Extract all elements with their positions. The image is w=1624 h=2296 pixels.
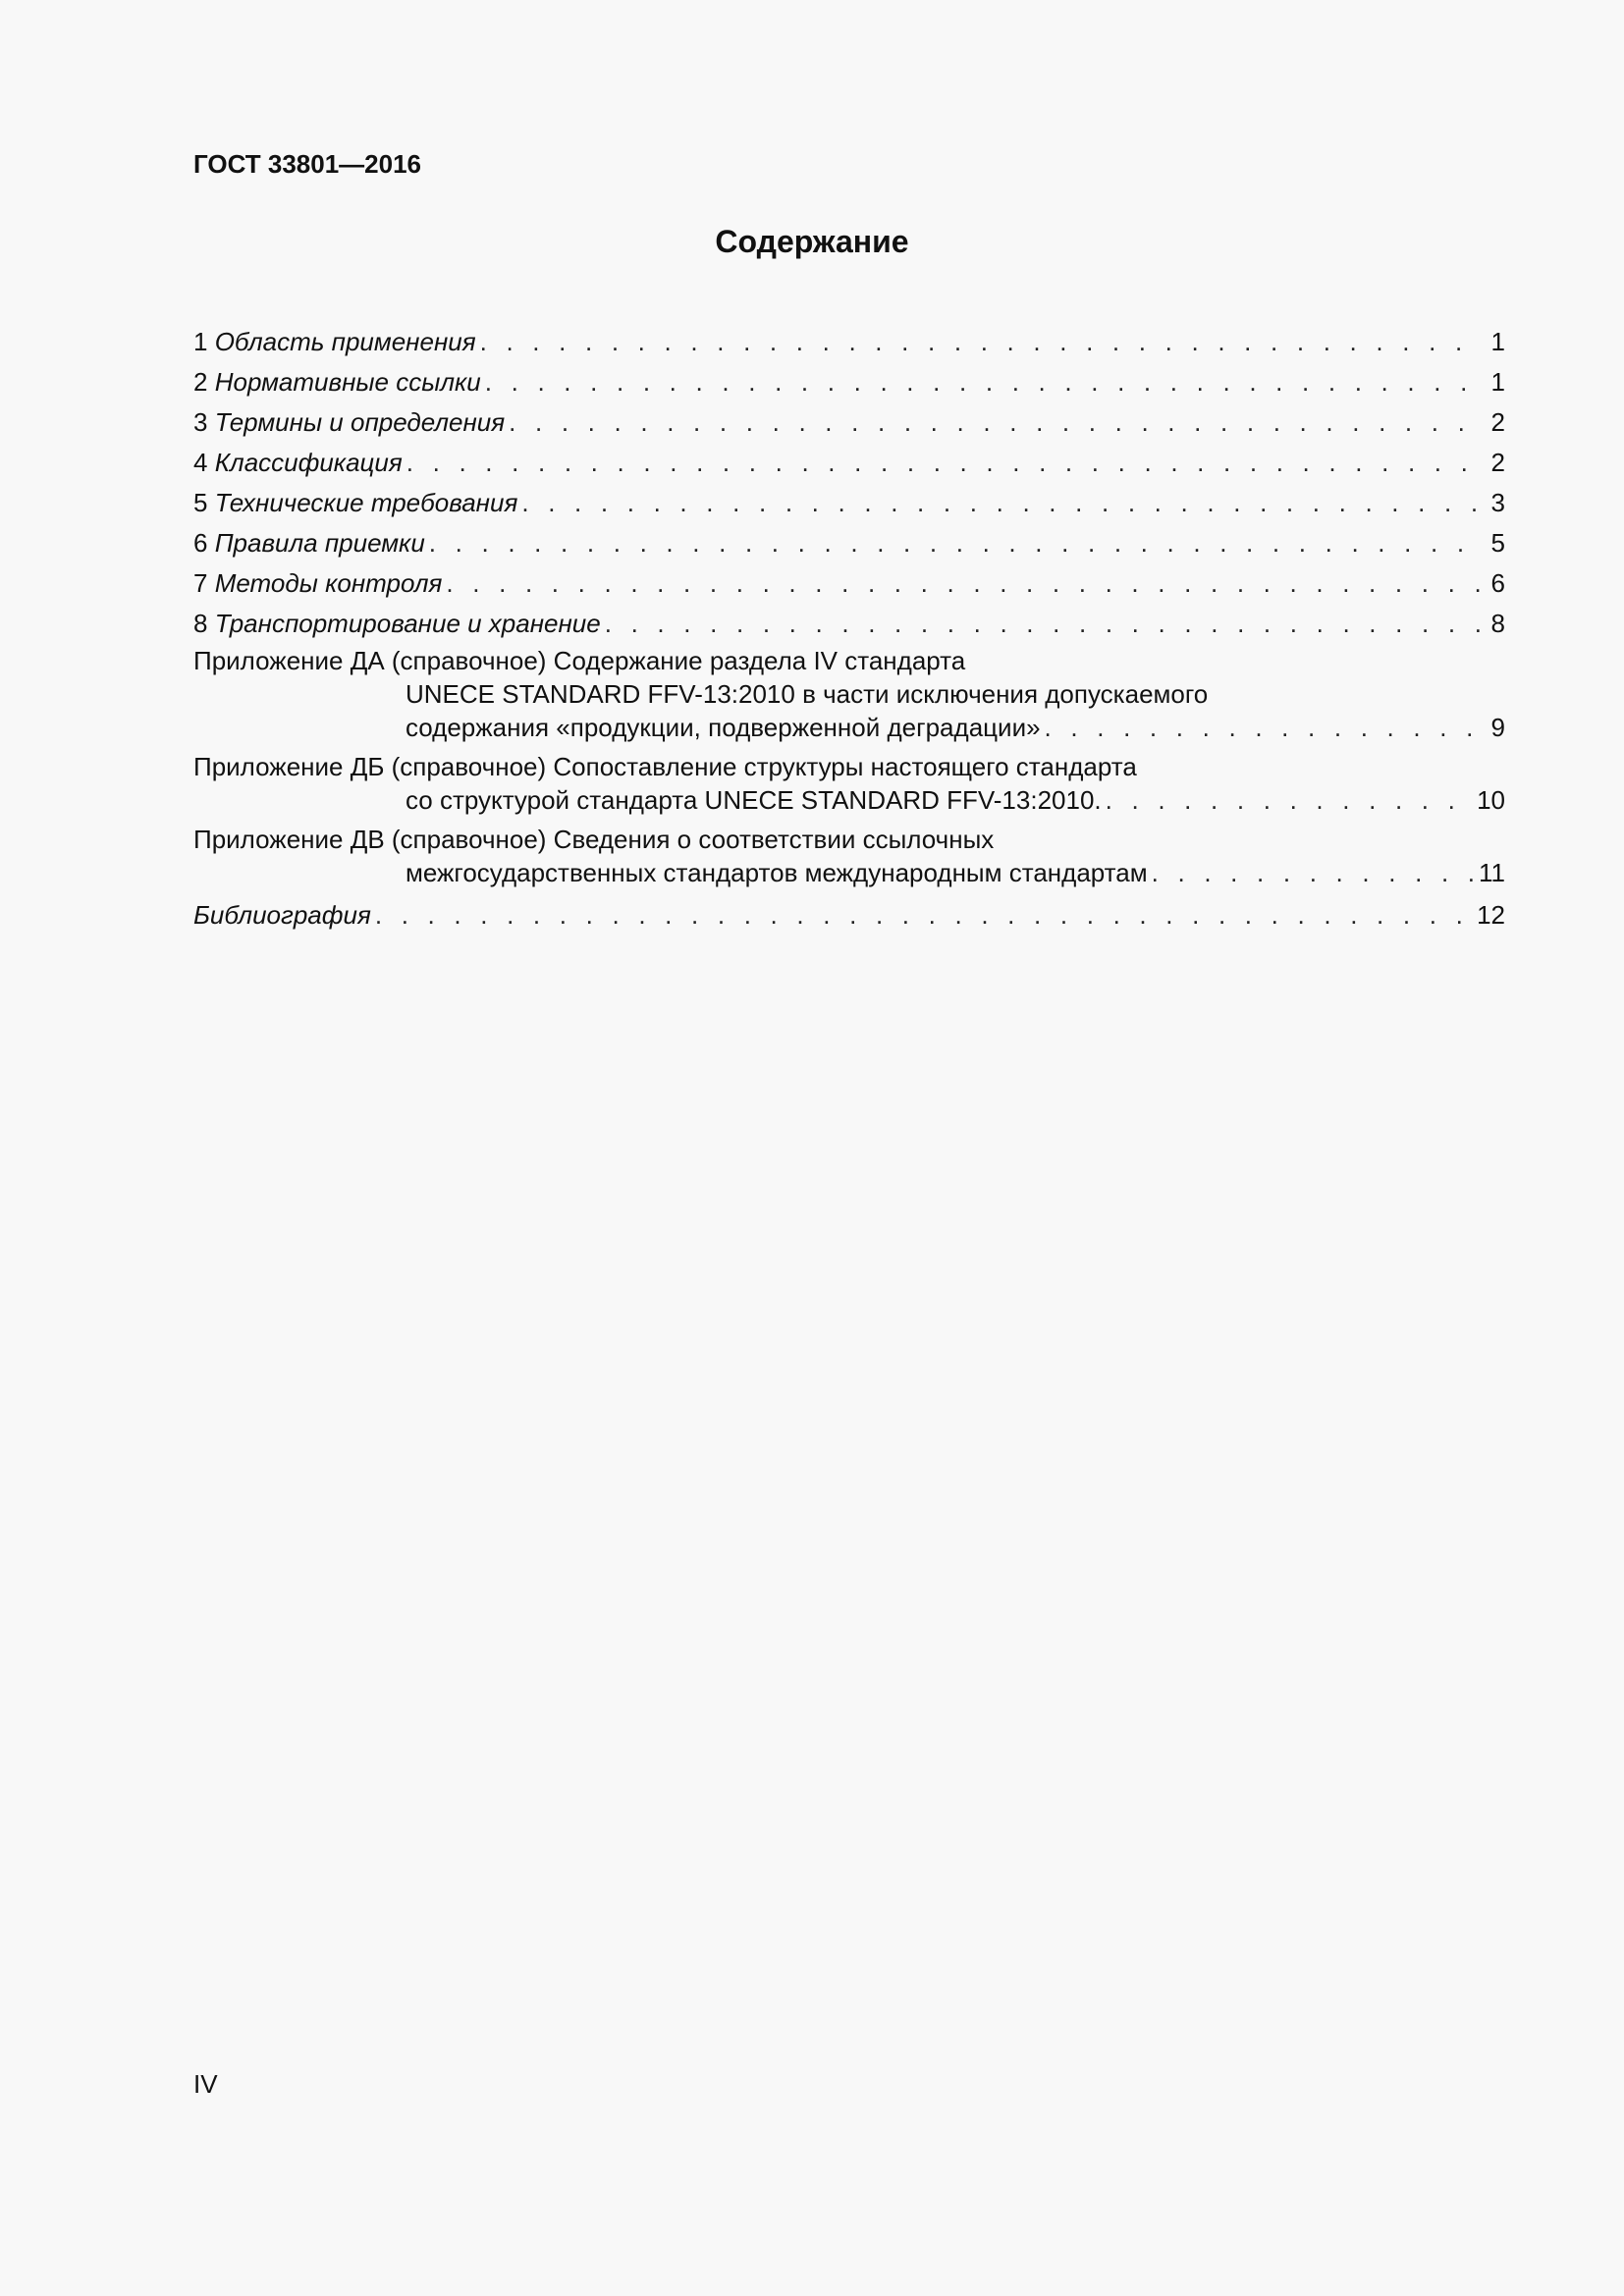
entry-page: 11 bbox=[1479, 858, 1505, 887]
entry-page: 10 bbox=[1477, 785, 1505, 815]
entry-title: Область применения bbox=[214, 327, 476, 356]
toc-entry[interactable] bbox=[193, 523, 1505, 563]
dot-leader bbox=[485, 362, 1480, 402]
entry-number: 8 bbox=[193, 609, 208, 638]
entry-page: 6 bbox=[1490, 568, 1505, 598]
appendix-line: содержания «продукции, подверженной деградации» bbox=[406, 713, 1041, 742]
entry-title: Нормативные ссылки bbox=[214, 367, 481, 397]
toc-entry[interactable] bbox=[193, 322, 1505, 362]
entry-number: 1 bbox=[193, 327, 208, 356]
dot-leader bbox=[480, 322, 1480, 362]
document-code: ГОСТ 33801—2016 bbox=[193, 149, 421, 179]
toc-entry[interactable] bbox=[193, 402, 1505, 443]
dot-leader bbox=[509, 402, 1480, 443]
appendix-line: UNECE STANDARD FFV-13:2010 в части исключения допускаемого bbox=[406, 679, 1209, 709]
entry-number: 2 bbox=[193, 367, 208, 397]
page-folio: IV bbox=[193, 2069, 218, 2099]
entry-page: 8 bbox=[1490, 609, 1505, 638]
entry-title: Правила приемки bbox=[214, 528, 425, 558]
entry-title: Библиография bbox=[193, 900, 371, 930]
entry-page: 2 bbox=[1490, 407, 1505, 437]
entry-title: Методы контроля bbox=[214, 568, 443, 598]
appendix-line: межгосударственных стандартов международным стандартам bbox=[406, 858, 1148, 887]
dot-leader bbox=[605, 604, 1480, 644]
toc-entry[interactable] bbox=[193, 443, 1505, 483]
toc-entry[interactable] bbox=[193, 483, 1505, 523]
dot-leader bbox=[429, 523, 1480, 563]
entry-title: Термины и определения bbox=[214, 407, 506, 437]
appendix-entry-dv[interactable] bbox=[193, 823, 1505, 889]
entry-page: 5 bbox=[1490, 528, 1505, 558]
entry-page: 3 bbox=[1490, 488, 1505, 517]
appendix-entry-da[interactable] bbox=[193, 644, 1505, 744]
dot-leader bbox=[521, 483, 1480, 523]
entry-title: Классификация bbox=[214, 448, 403, 477]
appendix-entry-db[interactable] bbox=[193, 750, 1505, 817]
entry-page: 9 bbox=[1490, 713, 1505, 742]
dot-leader bbox=[446, 563, 1480, 604]
entry-title: Технические требования bbox=[214, 488, 518, 517]
entry-page: 1 bbox=[1490, 327, 1505, 356]
dot-leader bbox=[406, 443, 1480, 483]
entry-page: 12 bbox=[1477, 900, 1505, 930]
entry-number: 7 bbox=[193, 568, 208, 598]
dot-leader bbox=[375, 895, 1471, 935]
toc-entry[interactable] bbox=[193, 362, 1505, 402]
entry-title: Транспортирование и хранение bbox=[214, 609, 601, 638]
entry-number: 3 bbox=[193, 407, 208, 437]
appendix-line: Приложение ДА (справочное) Содержание раздела IV стандарта bbox=[193, 646, 966, 675]
entry-page: 1 bbox=[1490, 367, 1505, 397]
entry-number: 6 bbox=[193, 528, 208, 558]
table-of-contents bbox=[193, 322, 1505, 935]
appendix-line: со структурой стандарта UNECE STANDARD FFV-13:2010. bbox=[406, 785, 1102, 815]
appendix-line: Приложение ДБ (справочное) Сопоставление структуры настоящего стандарта bbox=[193, 752, 1137, 781]
appendix-line: Приложение ДВ (справочное) Сведения о соответствии ссылочных bbox=[193, 825, 995, 854]
toc-entry[interactable] bbox=[193, 604, 1505, 644]
dot-leader bbox=[1106, 783, 1471, 817]
entry-number: 4 bbox=[193, 448, 208, 477]
toc-entry-bibliography[interactable] bbox=[193, 895, 1505, 935]
toc-title: Содержание bbox=[715, 224, 909, 259]
dot-leader bbox=[1152, 856, 1473, 889]
entry-number: 5 bbox=[193, 488, 208, 517]
entry-page: 2 bbox=[1490, 448, 1505, 477]
dot-leader bbox=[1045, 711, 1480, 744]
toc-entry[interactable] bbox=[193, 563, 1505, 604]
